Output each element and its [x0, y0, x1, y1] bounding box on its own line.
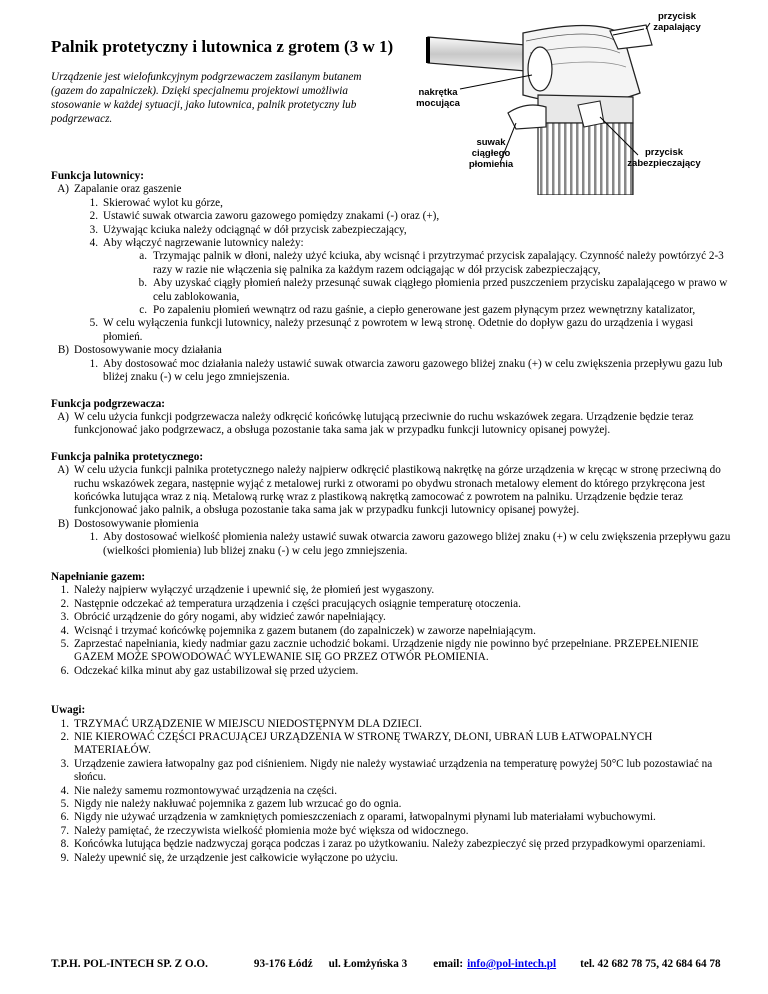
list-item: Dostosowywanie płomienia — [74, 517, 199, 530]
section-title: Funkcja lutownicy: — [51, 170, 144, 182]
list-item: Aby uzyskać ciągły płomień należy przesunąć suwak ciągłego płomienia przed puszczeniem przycisku zapalającego w prawo w celu zablokowania, — [153, 277, 728, 303]
list-item: Skierować wylot ku górze, — [103, 196, 223, 209]
section-soldering: Funkcja lutownicy: A) Zapalanie oraz gaszenie 1. Skierować wylot ku górze, 2. Ustawić suwak otwarcia zaworu gazowego pomiędzy znakami (-) oraz (+), 3. Używając kciuka należy odciągnąć w dół przycisk zabezpieczający, 4. Aby włączyć nagrzewanie lutownicy należy: a. Trzymając palnik w dłoni, należy użyć kciuka, aby wcisnąć i przytrzymać przycisk zapalający. Czynność należy powtórzyć 2-3 razy w razie nie włączenia się palnika za każdym razem odciągając w dół przycisk zabezpieczający, b. Aby uzyskać ciągły płomień należy przesunąć suwak ciągłego płomienia przed puszczeniem przycisku zapalającego w prawo w celu zablokowania, c. Po zapaleniu płomień wewnątrz od razu gaśnie, a ciepło generowane jest gazem płynącym przez wewnętrzny katalizator, 5. W celu wyłączenia funkcji lutownicy, należy przesunąć z powrotem w lewą stronę. Odetnie do dopływ gazu do urządzenia i wygasi płomień. B) Dostosowywanie mocy działania 1. Aby dostosować moc działania należy ustawić suwak otwarcia zaworu gazowego bliżej znaku (+) w celu zwiększenia przepływu gazu lub bliżej znaku (-) w celu jego zmniejszenia. — [51, 170, 731, 385]
footer-street: ul. Łomżyńska 3 — [328, 958, 408, 970]
list-item: Dostosowywanie mocy działania — [74, 344, 222, 357]
list-marker: A) — [57, 183, 69, 196]
list-item: NIE KIEROWAĆ CZĘŚCI PRACUJĄCEJ URZĄDZENIA W STRONĘ TWARZY, DŁONI, UBRAŃ LUB ŁATWOPALNYCH MATERIAŁÓW. — [74, 731, 653, 757]
list-item: Odczekać kilka minut aby gaz ustabilizował się przed użyciem. — [74, 664, 359, 677]
list-marker: B) — [57, 517, 69, 530]
section-heater — [51, 398, 731, 438]
list-item: W celu użycia funkcji palnika protetycznego należy najpierw odkręcić plastikową nakrętkę na górze urządzenia w kręcąc w stronę przeciwną do ruchu wskazówek zegara, następnie wyjąć z metalowej rurki z otworami po obydwu stronach metalowy element do którego przykręcona jest końcówka lutująca wraz z nią. Metalową rurkę wraz z plastikową nakrętką zamocować z powrotem na palniku. Urządzenie będzie teraz funkcjonować jako palnik, a obsługa pozostanie taka sama jak w przypadku funkcji lutownicy opisanej powyżej. — [74, 464, 721, 517]
list-item: Nigdy nie należy nakłuwać pojemnika z gazem lub wrzucać go do ognia. — [74, 798, 402, 811]
list-item: Nie należy samemu rozmontowywać urządzenia na części. — [74, 784, 338, 797]
footer-phone: tel. 42 682 78 75, 42 684 64 78 — [580, 958, 721, 970]
section-torch: Funkcja palnika protetycznego: A) W celu użycia funkcji palnika protetycznego należy najpierw odkręcić plastikową nakrętkę na górze urządzenia w kręcąc w stronę przeciwną do ruchu wskazówek zegara, następnie wyjąć z metalowej rurki z otworami po obydwu stronach metalowy element do którego przykręcona jest końcówka lutująca wraz z nią. Metalową rurkę wraz z plastikową nakrętką zamocować z powrotem na palniku. Urządzenie będzie teraz funkcjonować jako palnik, a obsługa pozostanie taka sama jak w przypadku funkcji lutownicy opisanej powyżej. B) Dostosowywanie płomienia 1. Aby dostosować wielkość płomienia należy ustawić suwak otwarcia zaworu gazowego bliżej znaku (+) w celu zwiększenia przepływu gazu (wielkości płomienia) lub bliżej znaku (-) w celu jego zmniejszenia. — [51, 450, 731, 557]
section-title: Funkcja podgrzewacza: — [51, 397, 166, 410]
footer — [51, 958, 741, 970]
page-title: Palnik protetyczny i lutownica z grotem (3 w 1) — [51, 37, 394, 56]
list-item: Wcisnąć i trzymać końcówkę pojemnika z gazem butanem (do zapalniczek) w zaworze napełniającym. — [74, 624, 536, 637]
list-item: Aby dostosować wielkość płomienia należy ustawić suwak otwarcia zaworu gazowego bliżej znaku (+) w celu zwiększenia przepływu gazu (wielkości płomienia) lub bliżej znaku (-) w celu jego zmniejszenia. — [103, 531, 731, 557]
footer-email-link[interactable]: info@pol-intech.pl — [467, 958, 557, 970]
list-marker: A) — [57, 464, 69, 477]
list-item: Urządzenie zawiera łatwopalny gaz pod ciśnieniem. Nigdy nie należy wystawiać urządzenia na temperaturę powyżej 50°C lub pozostawiać na słońcu. — [74, 757, 713, 784]
intro-text: Urządzenie jest wielofunkcyjnym podgrzewaczem zasilanym butanem (gazem do zapalniczek). Dzięki specjalnemu projektowi umożliwia stosowanie w każdej sytuacji, jako lutownica, palnik protetyczny lub podgrzewacz. — [51, 71, 362, 125]
section-refill: Napełnianie gazem: 1. Należy najpierw wyłączyć urządzenie i upewnić się, że płomień jest wygaszony. 2. Następnie odczekać aż temperatura urządzenia i części pracujących osiągnie temperaturę otoczenia. 3. Obrócić urządzenie do góry nogami, aby widzieć zawór napełniający. 4. Wcisnąć i trzymać końcówkę pojemnika z gazem butanem (do zapalniczek) w zaworze napełniającym. 5. Zaprzestać napełniania, kiedy nadmiar gazu zacznie uchodzić bokami. Urządzenie nigdy nie powinno być przepełniane. PRZEPEŁNIENIE GAZEM MOŻE SPOWODOWAĆ WYLEWANIE SIĘ GO PRZEZ OTWÓR PŁOMIENIA. 6. Odczekać kilka minut aby gaz ustabilizował się przed użyciem. — [51, 571, 731, 678]
label-flame-slider: suwak ciągłego płomienia — [468, 137, 514, 170]
list-item: Należy najpierw wyłączyć urządzenie i upewnić się, że płomień jest wygaszony. — [74, 584, 435, 597]
list-item: Następnie odczekać aż temperatura urządzenia i części pracujących osiągnie temperaturę otoczenia. — [74, 597, 521, 610]
list-item: Końcówka lutująca będzie nadzwyczaj gorąca podczas i zaraz po użytkowaniu. Należy zabezpieczyć się przed przypadkowymi oparzeniami. — [74, 838, 706, 851]
torch-illustration — [408, 5, 728, 195]
list-item: W celu użycia funkcji podgrzewacza należy odkręcić końcówkę lutującą przeciwnie do ruchu wskazówek zegara. Urządzenie będzie teraz funkcjonować jako podgrzewacz, a obsługa pozostanie taka sama jak w przypadku funkcji lutownicy opisanej powyżej. — [74, 410, 694, 437]
list-item: Aby dostosować moc działania należy ustawić suwak otwarcia zaworu gazowego bliżej znaku (+) w celu zwiększenia przepływu gazu lub bliżej znaku (-) w celu jego zmniejszenia. — [103, 357, 723, 384]
section-notes: Uwagi: 1. TRZYMAĆ URZĄDZENIE W MIEJSCU NIEDOSTĘPNYM DLA DZIECI. 2. NIE KIEROWAĆ CZĘŚCI PRACUJĄCEJ URZĄDZENIA W STRONĘ TWARZY, DŁONI, UBRAŃ LUB ŁATWOPALNYCH MATERIAŁÓW. 3. Urządzenie zawiera łatwopalny gaz pod ciśnieniem. Nigdy nie należy wystawiać urządzenia na temperaturę powyżej 50°C lub pozostawiać na słońcu. 4. Nie należy samemu rozmontowywać urządzenia na części. 5. Nigdy nie należy nakłuwać pojemnika z gazem lub wrzucać go do ognia. 6. Nigdy nie używać urządzenia w zamkniętych pomieszczeniach z oparami, łatwopalnymi płynami lub materiałami wybuchowymi. 7. Należy pamiętać, że rzeczywista wielkość płomienia może być większa od widocznego. 8. Końcówka lutująca będzie nadzwyczaj gorąca podczas i zaraz po użytkowaniu. Należy zabezpieczyć się przed przypadkowymi oparzeniami. 9. Należy upewnić się, że urządzenie jest całkowicie wyłączone po użyciu. — [51, 704, 731, 865]
list-item: Po zapaleniu płomień wewnątrz od razu gaśnie, a ciepło generowane jest gazem płynącym przez wewnętrzny katalizator, — [153, 304, 696, 317]
list-item: W celu wyłączenia funkcji lutownicy, należy przesunąć z powrotem w lewą stronę. Odetnie do dopływ gazu do urządzenia i wygasi płomień. — [103, 317, 694, 343]
list-marker: A) — [57, 410, 69, 423]
section-title: Uwagi: — [51, 704, 86, 717]
label-safety-button: przycisk zabezpieczający — [627, 147, 701, 169]
footer-city: 93-176 Łódź — [253, 958, 313, 970]
list-item: Zapalanie oraz gaszenie — [74, 183, 182, 196]
section-title: Napełnianie gazem: — [51, 570, 146, 583]
list-item: Zaprzestać napełniania, kiedy nadmiar gazu zacznie uchodzić bokami. Urządzenie nigdy nie powinno być przepełniane. PRZEPEŁNIENIE GAZEM MOŻE SPOWODOWAĆ WYLEWANIE SIĘ GO PRZEZ OTWÓR PŁOMIENIA. — [74, 638, 699, 664]
manual-content — [51, 170, 731, 865]
list-item: Obrócić urządzenie do góry nogami, aby widzieć zawór napełniający. — [74, 611, 386, 624]
label-mounting-nut: nakrętka mocująca — [416, 87, 460, 109]
footer-company: T.P.H. POL-INTECH SP. Z O.O. — [51, 958, 208, 970]
list-item: Ustawić suwak otwarcia zaworu gazowego pomiędzy znakami (-) oraz (+), — [103, 210, 440, 223]
list-item: Trzymając palnik w dłoni, należy użyć kciuka, aby wcisnąć i przytrzymać przycisk zapalający. Czynność należy powtórzyć 2-3 razy w razie nie włączenia się palnika za każdym razem odciągając w dół przycisk zabezpieczający, — [153, 250, 724, 276]
label-ignition-button: przycisk zapalający — [653, 11, 701, 33]
list-item: Używając kciuka należy odciągnąć w dół przycisk zabezpieczający, — [103, 223, 407, 236]
footer-email-label: email: — [433, 958, 464, 970]
section-title: Funkcja palnika protetycznego: — [51, 450, 204, 463]
list-marker: B) — [57, 344, 69, 357]
list-item: Należy upewnić się, że urządzenie jest całkowicie wyłączone po użyciu. — [74, 851, 398, 864]
list-item: TRZYMAĆ URZĄDZENIE W MIEJSCU NIEDOSTĘPNYM DLA DZIECI. — [74, 717, 422, 730]
list-item: Nigdy nie używać urządzenia w zamkniętych pomieszczeniach z oparami, łatwopalnymi płynami lub materiałami wybuchowymi. — [74, 811, 656, 824]
list-item: Aby włączyć nagrzewanie lutownicy należy: — [103, 237, 304, 250]
list-item: Należy pamiętać, że rzeczywista wielkość płomienia może być większa od widocznego. — [74, 824, 469, 837]
